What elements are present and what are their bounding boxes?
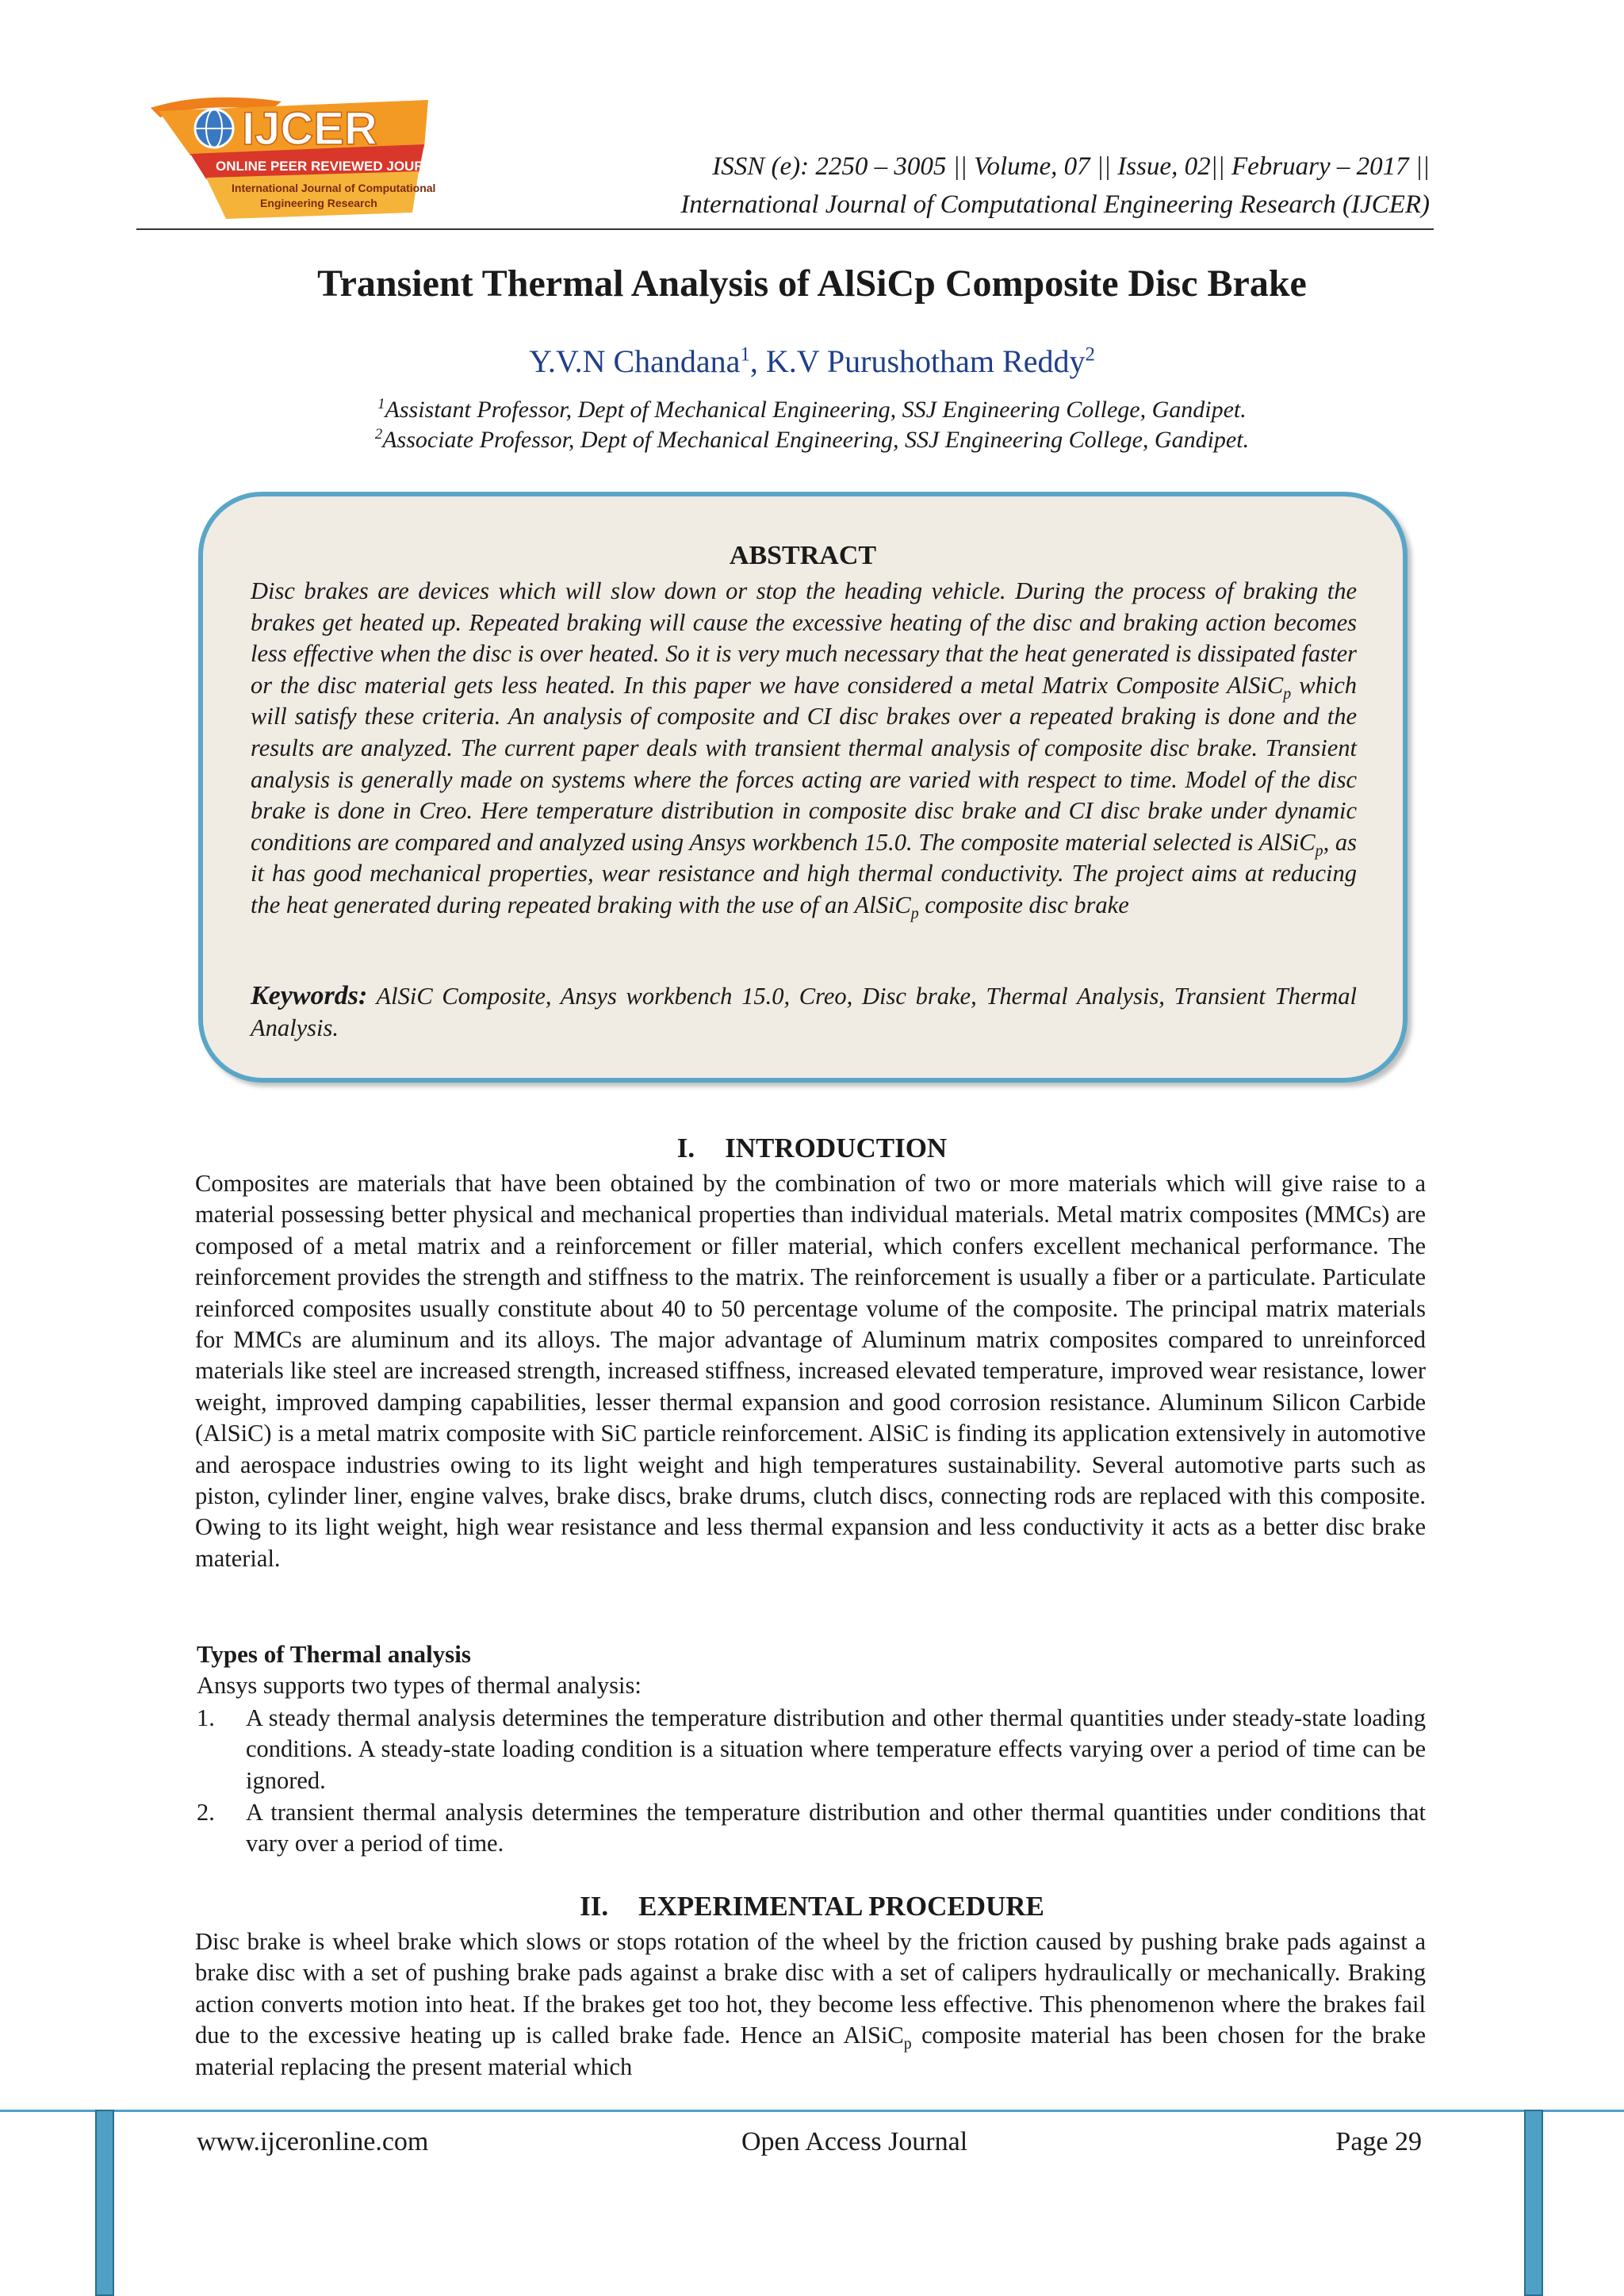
abstract-keywords: [251, 980, 1357, 1044]
logo-subtitle-1: International Journal of Computational: [232, 182, 436, 194]
abstract-subscript-2: p: [1315, 841, 1323, 860]
types-intro: Ansys supports two types of thermal analysis:: [197, 1672, 642, 1699]
keywords-text: AlSiC Composite, Ansys workbench 15.0, Creo, Disc brake, Thermal Analysis, Transient Thermal Analysis.: [251, 983, 1357, 1041]
experimental-text-part-2: composite material has been chosen for the brake material replacing the present material which: [195, 2022, 1426, 2080]
affiliation-2: [0, 427, 1624, 454]
abstract-subscript-3: p: [910, 905, 919, 923]
abstract-heading: ABSTRACT: [729, 541, 877, 570]
footer-access: Open Access Journal: [741, 2127, 968, 2156]
section-introduction-heading: [0, 1133, 1624, 1164]
introduction-paragraph: Composites are materials that have been obtained by the combination of two or more materials which will give raise to a material possessing better physical and mechanical properties than individual materials. Metal matrix composites (MMCs) are composed of a metal matrix and a reinforcement or filler material, which confers excellent mechanical performance. The reinforcement provides the strength and stiffness to the matrix. The reinforcement is usually a fiber or a particulate. Particulate reinforced composites usually constitute about 40 to 50 percentage volume of the composite. The principal matrix materials for MMCs are aluminum and its alloys. The major advantage of Aluminum matrix composites compared to unreinforced materials like steel are increased strength, increased stiffness, increased elevated temperature, improved wear resistance, lower weight, improved damping capabilities, lesser thermal expansion and good corrosion resistance. Aluminum Silicon Carbide (AlSiC) is a metal matrix composite with SiC particle reinforcement. AlSiC is finding its application extensively in automotive and aerospace industries owing to its light weight and high temperatures sustainability. Several automotive parts such as piston, cylinder liner, engine valves, brake discs, brake drums, clutch discs, connecting rods are replaced with this composite. Owing to its light weight, high wear resistance and less thermal expansion and less conductivity it acts as a better disc brake material.: [195, 1170, 1426, 1572]
affiliation-2-sup: 2: [374, 426, 383, 443]
keywords-label: Keywords:: [251, 981, 368, 1010]
journal-logo: [143, 94, 539, 220]
author-2: K.V Purushotham Reddy: [765, 343, 1086, 379]
section-experimental-heading: [0, 1891, 1624, 1922]
author-1: Y.V.N Chandana: [529, 343, 741, 379]
header-divider: [136, 228, 1434, 230]
author-list: [0, 343, 1624, 380]
journal-name-line: International Journal of Computational Engineering Research (IJCER): [680, 190, 1430, 219]
list-item-number: 1.: [197, 1704, 215, 1731]
footer-bar-left: [95, 2110, 114, 2296]
section-2-number: II.: [580, 1891, 609, 1922]
footer-website: www.ijceronline.com: [197, 2127, 429, 2156]
paper-title: Transient Thermal Analysis of AlSiCp Composite Disc Brake: [317, 263, 1307, 305]
section-1-title: INTRODUCTION: [725, 1133, 948, 1163]
author-1-sup: 1: [740, 343, 750, 366]
abstract-box: [198, 492, 1408, 1083]
logo-subtitle-2: Engineering Research: [260, 197, 377, 209]
list-item-number: 2.: [197, 1799, 215, 1826]
logo-tagline: ONLINE PEER REVIEWED JOURNAL: [216, 159, 452, 174]
abstract-text-part-3: , as it has good mechanical properties, wear resistance and high thermal conductivity. The project aims at reducing the heat generated during repeated braking with the use of an AlSiC: [251, 828, 1357, 918]
list-item-text: A transient thermal analysis determines the temperature distribution and other thermal quantities under conditions that vary over a period of time.: [246, 1799, 1426, 1857]
list-item: [197, 1703, 1426, 1798]
list-item: [197, 1797, 1426, 1861]
section-2-title: EXPERIMENTAL PROCEDURE: [638, 1891, 1044, 1922]
journal-issn-line: ISSN (e): 2250 – 3005 || Volume, 07 || Issue, 02|| February – 2017 ||: [712, 152, 1430, 181]
experimental-text-part-1: Disc brake is wheel brake which slows or stops rotation of the wheel by the friction caused by pushing brake pads against a brake disc with a set of pushing brake pads against a brake disc with a set of calipers hydraulically or mechanically. Braking action converts motion into heat. If the brakes get too hot, they become less effective. This phenomenon where the brakes fail due to the excessive heating up is called brake fade. Hence an AlSiC: [195, 1928, 1426, 2049]
footer-page-number: Page 29: [1335, 2127, 1422, 2156]
experimental-subscript: p: [903, 2035, 912, 2053]
author-separator: ,: [749, 343, 766, 379]
experimental-paragraph: [195, 1926, 1426, 2083]
footer-bar-right: [1524, 2110, 1543, 2296]
abstract-subscript-1: p: [1283, 684, 1292, 703]
author-2-sup: 2: [1085, 343, 1095, 366]
list-item-text: A steady thermal analysis determines the temperature distribution and other thermal quantities under steady-state loading conditions. A steady-state loading condition is a situation where temperature effects varying over a period of time can be ignored.: [246, 1704, 1426, 1794]
affiliation-1: [0, 397, 1624, 424]
footer-divider: [0, 2110, 1624, 2112]
logo-name: IJCER: [242, 103, 377, 155]
abstract-text-part-1: Disc brakes are devices which will slow down or stop the heading vehicle. During the process of braking the brakes get heated up. Repeated braking will cause the excessive heating of the disc and braking action becomes less effective when the disc is over heated. So it is very much necessary that the heat generated is dissipated faster or the disc material gets less heated. In this paper we have considered a metal Matrix Composite AlSiC: [251, 577, 1357, 699]
abstract-text: [251, 576, 1357, 922]
affiliation-1-sup: 1: [377, 396, 385, 412]
abstract-text-part-4: composite disc brake: [918, 891, 1129, 918]
types-heading: Types of Thermal analysis: [197, 1640, 471, 1668]
affiliation-1-text: Assistant Professor, Dept of Mechanical Engineering, SSJ Engineering College, Gandipet.: [385, 397, 1247, 423]
abstract-text-part-2: which will satisfy these criteria. An analysis of composite and CI disc brakes over a repeated braking is done and the results are analyzed. The current paper deals with transient thermal analysis of composite disc brake. Transient analysis is generally made on systems where the forces acting are varied with respect to time. Model of the disc brake is done in Creo. Here temperature distribution in composite disc brake and CI disc brake under dynamic conditions are compared and analyzed using Ansys workbench 15.0. The composite material selected is AlSiC: [251, 671, 1357, 856]
section-1-number: I.: [676, 1133, 695, 1163]
affiliation-2-text: Associate Professor, Dept of Mechanical Engineering, SSJ Engineering College, Gandipet.: [382, 427, 1250, 453]
